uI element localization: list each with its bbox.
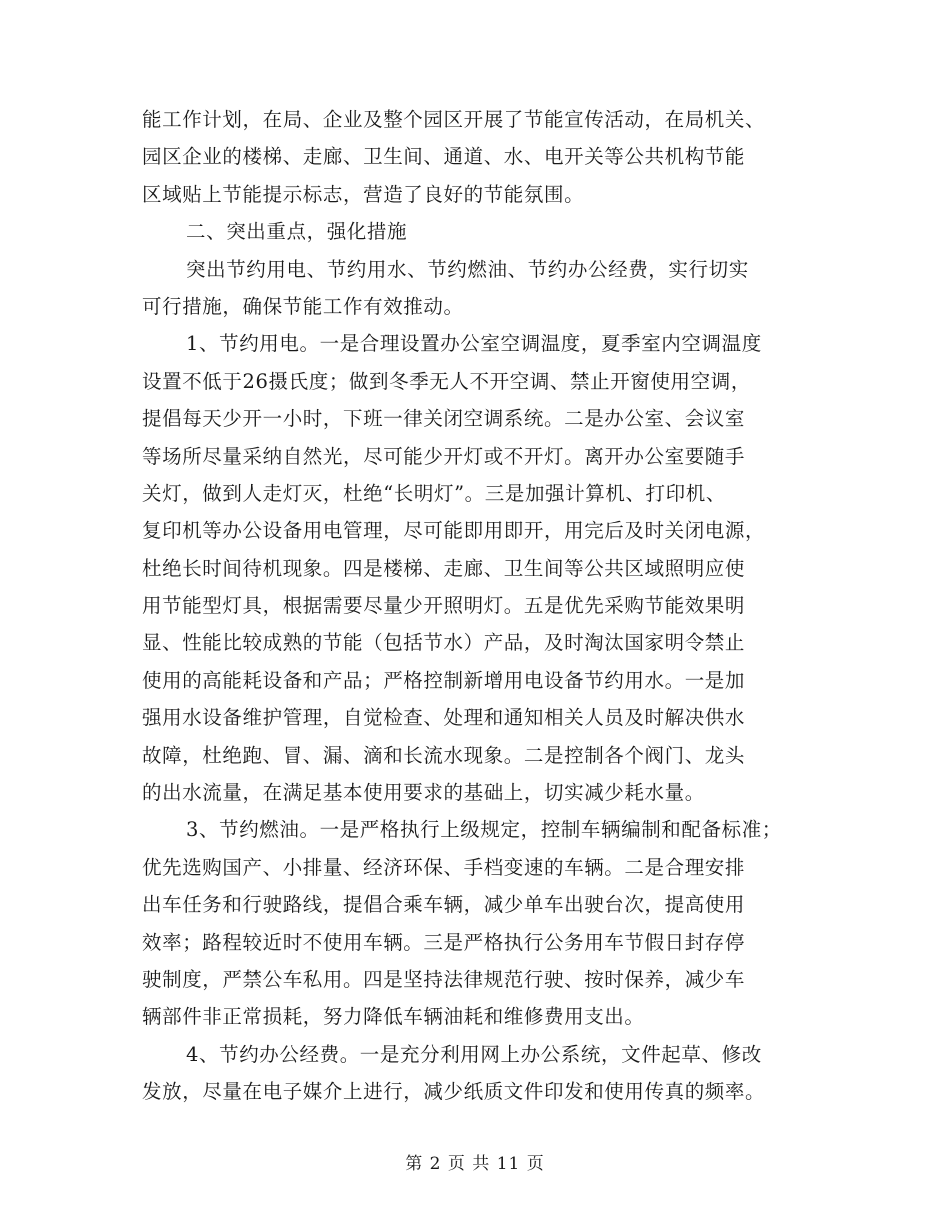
text-line: 可行措施，确保节能工作有效推动。 <box>142 294 464 318</box>
text-line: 等场所尽量采纳自然光，尽可能少开灯或不开灯。离开办公室要随手 <box>142 444 746 468</box>
text-line: 1、节约用电。一是合理设置办公室空调温度，夏季室内空调温度 <box>186 332 762 356</box>
text-line: 设置不低于26摄氏度；做到冬季无人不开空调、禁止开窗使用空调， <box>142 369 751 393</box>
text-line: 园区企业的楼梯、走廊、卫生间、通道、水、电开关等公共机构节能 <box>142 145 746 169</box>
text-line: 关灯，做到人走灯灭，杜绝“长明灯”。三是加强计算机、打印机、 <box>142 481 726 505</box>
text-line: 显、性能比较成熟的节能（包括节水）产品，及时淘汰国家明令禁止 <box>142 631 746 655</box>
document-body <box>142 101 810 1111</box>
text-line: 区域贴上节能提示标志，营造了良好的节能氛围。 <box>142 182 585 206</box>
text-line: 驶制度，严禁公车私用。四是坚持法律规范行驶、按时保养，减少车 <box>142 967 746 991</box>
text-line: 二、突出重点，强化措施 <box>186 220 408 244</box>
text-line: 提倡每天少开一小时，下班一律关闭空调系统。二是办公室、会议室 <box>142 407 746 431</box>
text-line: 效率；路程较近时不使用车辆。三是严格执行公务用车节假日封存停 <box>142 930 746 954</box>
text-line: 3、节约燃油。一是严格执行上级规定，控制车辆编制和配备标准； <box>186 818 782 842</box>
text-line: 故障，杜绝跑、冒、漏、滴和长流水现象。二是控制各个阀门、龙头 <box>142 743 746 767</box>
text-line: 使用的高能耗设备和产品；严格控制新增用电设备节约用水。一是加 <box>142 668 746 692</box>
text-line: 能工作计划，在局、企业及整个园区开展了节能宣传活动，在局机关、 <box>142 108 766 131</box>
text-line: 用节能型灯具，根据需要尽量少开照明灯。五是优先采购节能效果明 <box>142 594 746 618</box>
page-number-label: 第 2 页 共 11 页 <box>405 1154 545 1174</box>
text-line: 发放，尽量在电子媒介上进行，减少纸质文件印发和使用传真的频率。 <box>142 1080 766 1104</box>
text-line: 优先选购国产、小排量、经济环保、手档变速的车辆。二是合理安排 <box>142 855 746 879</box>
text-line: 的出水流量，在满足基本使用要求的基础上，切实减少耗水量。 <box>142 781 705 805</box>
text-line: 杜绝长时间待机现象。四是楼梯、走廊、卫生间等公共区域照明应使 <box>142 556 746 580</box>
page-footer <box>0 1152 950 1176</box>
text-line: 突出节约用电、节约用水、节约燃油、节约办公经费，实行切实 <box>186 257 749 281</box>
text-line: 辆部件非正常损耗，努力降低车辆油耗和维修费用支出。 <box>142 1005 645 1029</box>
text-line: 强用水设备维护管理，自觉检查、处理和通知相关人员及时解决供水 <box>142 706 746 730</box>
text-line: 4、节约办公经费。一是充分利用网上办公系统，文件起草、修改 <box>186 1042 762 1066</box>
text-line: 复印机等办公设备用电管理，尽可能即用即开，用完后及时关闭电源， <box>142 519 766 543</box>
text-line: 出车任务和行驶路线，提倡合乘车辆，减少单车出驶台次，提高使用 <box>142 893 746 917</box>
